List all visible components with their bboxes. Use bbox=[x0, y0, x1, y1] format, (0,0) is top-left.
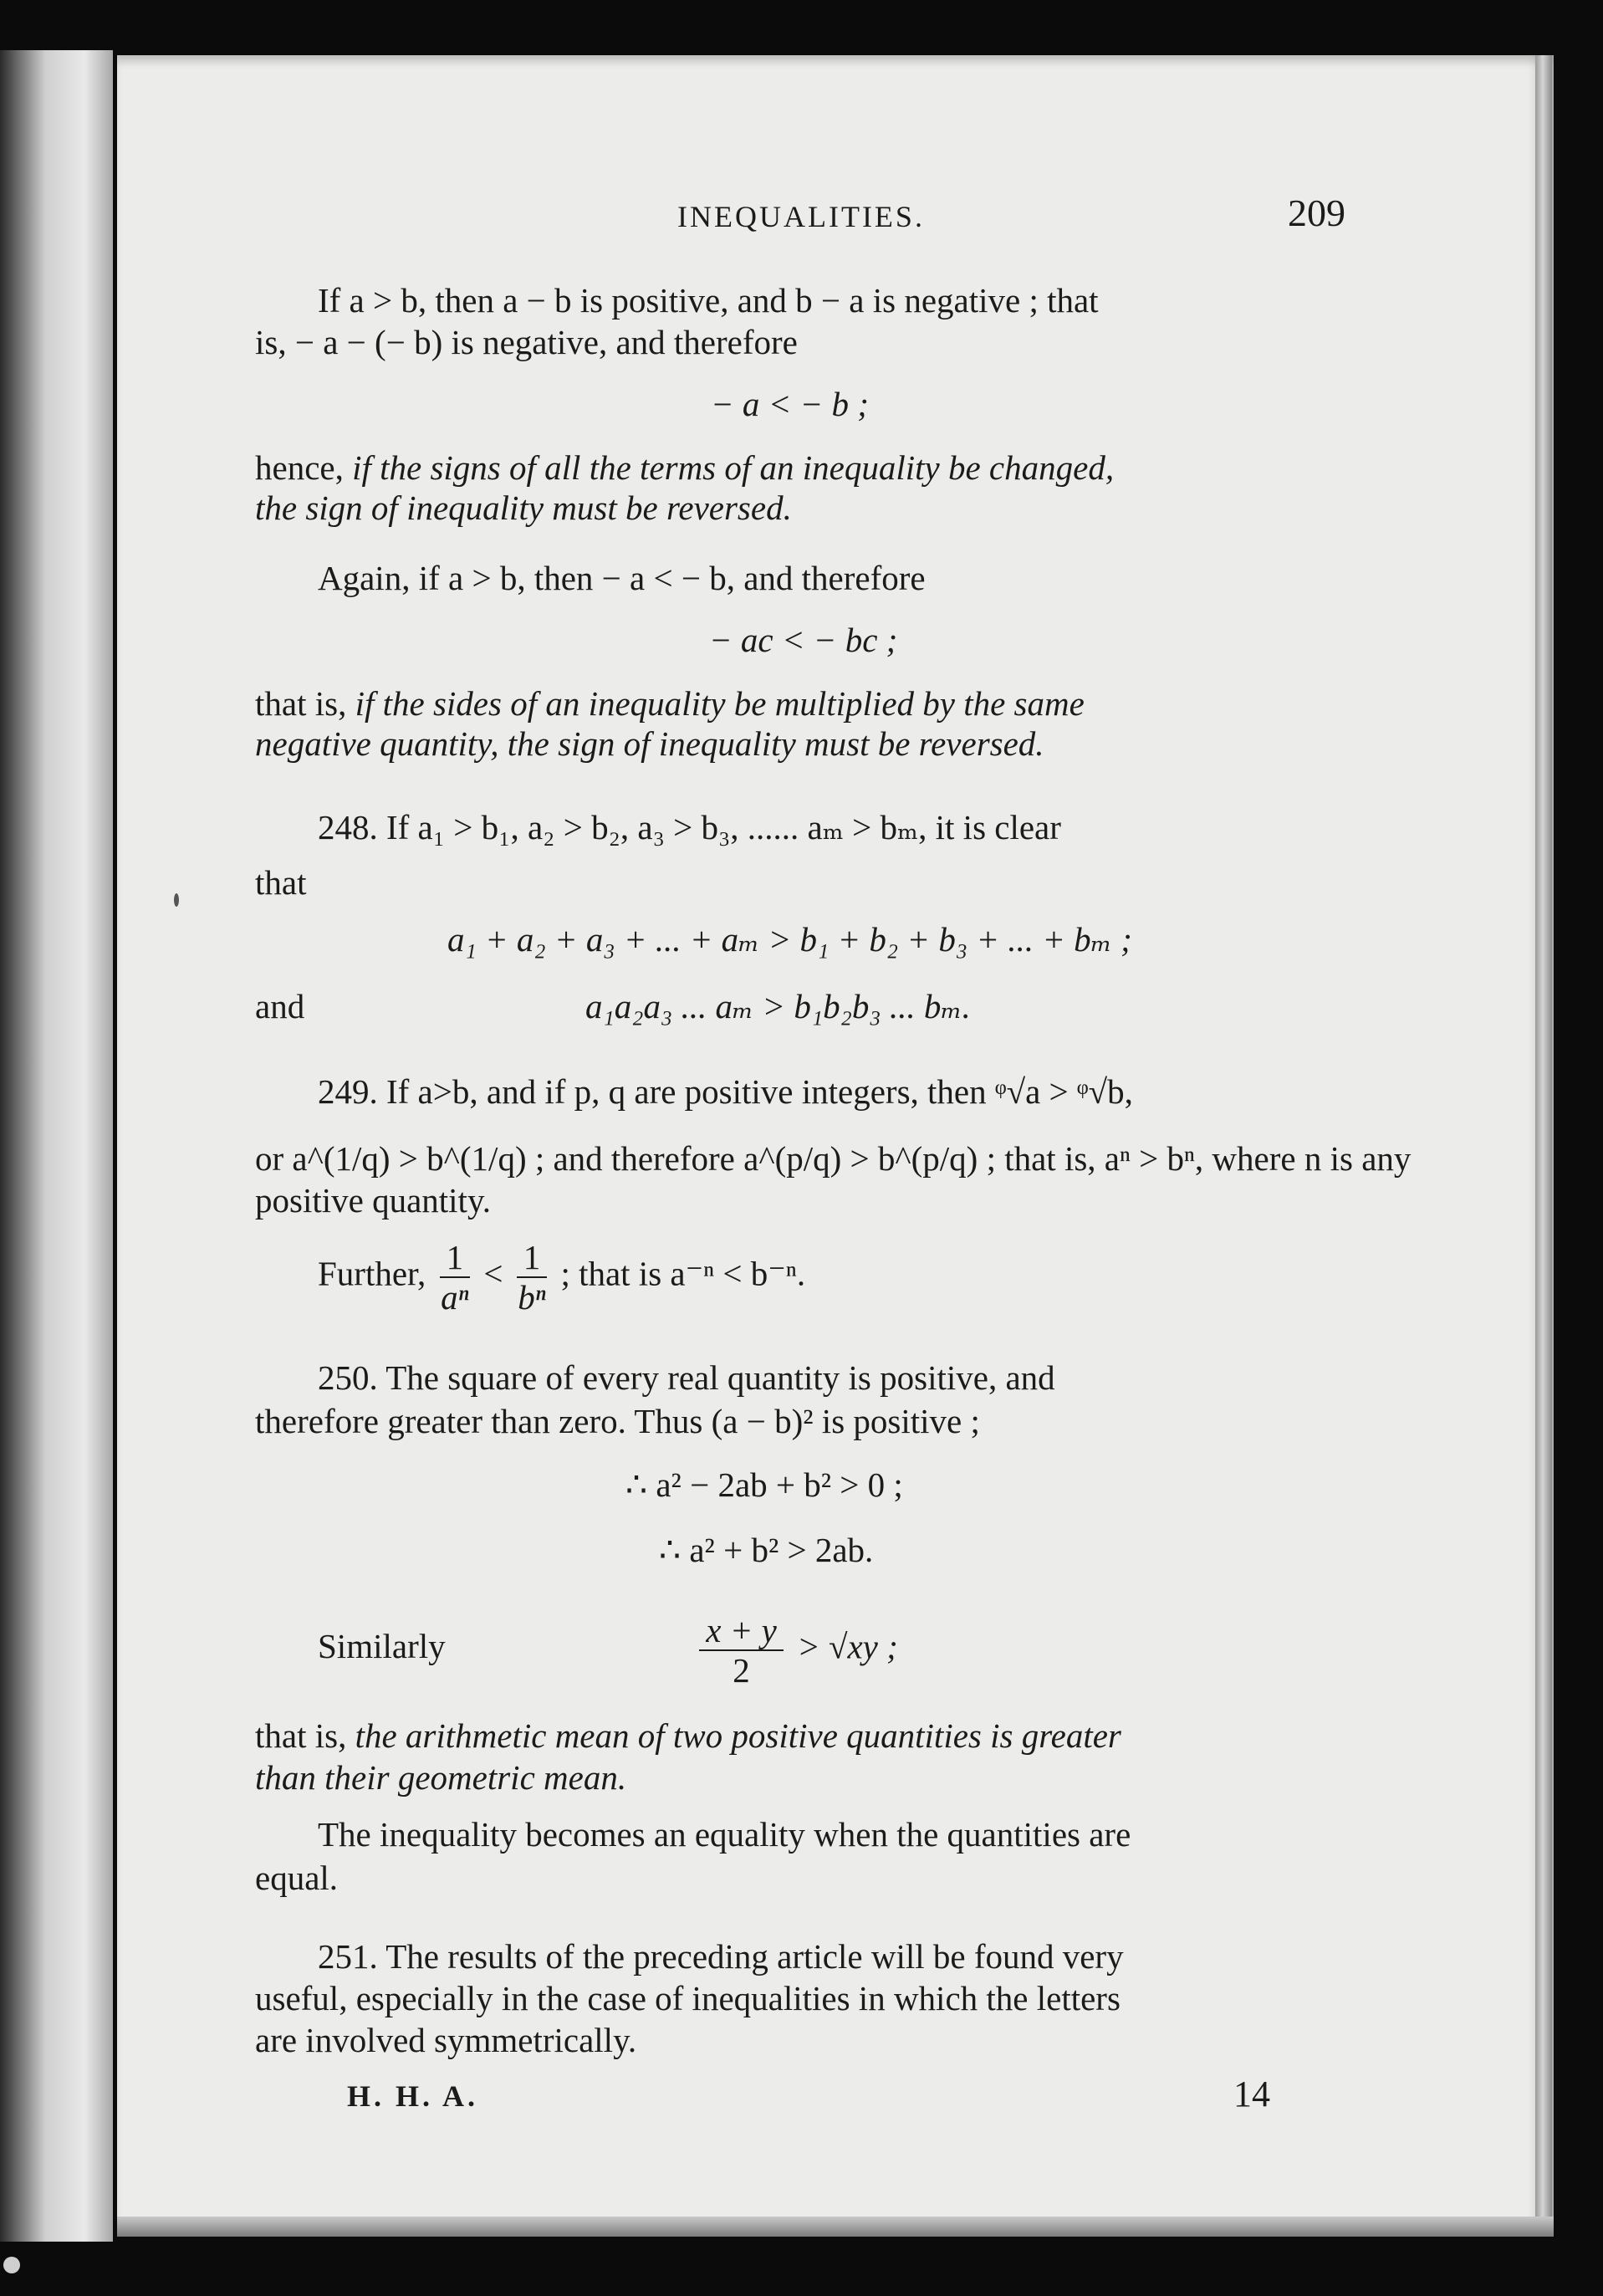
text-span: hence, bbox=[255, 448, 353, 487]
fraction bbox=[440, 1238, 471, 1317]
italic-text: negative quantity, the sign of inequality must be reversed. bbox=[255, 724, 1044, 763]
text-line bbox=[255, 1713, 1121, 1758]
fraction-denominator: aⁿ bbox=[441, 1278, 469, 1317]
similarly-label: Similarly bbox=[318, 1627, 446, 1666]
fraction-numerator: 1 bbox=[440, 1238, 471, 1278]
fraction bbox=[517, 1238, 548, 1317]
section-249-line: 249. If a>b, and if p, q are positive integers, then ᵠ√a > ᵠ√b, bbox=[318, 1072, 1133, 1111]
sheet-number: 14 bbox=[1233, 2074, 1270, 2114]
equation: ∴ a² + b² > 2ab. bbox=[659, 1531, 874, 1569]
italic-text: the sign of inequality must be reversed. bbox=[255, 488, 792, 527]
text-line bbox=[255, 1755, 626, 1800]
text-line: The inequality becomes an equality when the quantities are bbox=[318, 1815, 1131, 1854]
italic-text: if the signs of all the terms of an inequality be changed, bbox=[352, 448, 1115, 487]
text-span: ; that is a⁻ⁿ < b⁻ⁿ. bbox=[560, 1254, 806, 1293]
text-line: that bbox=[255, 863, 307, 902]
similarly-line bbox=[318, 1611, 898, 1690]
italic-text: the arithmetic mean of two positive quantities is greater bbox=[355, 1716, 1121, 1755]
text-line: equal. bbox=[255, 1859, 339, 1897]
ink-smudge bbox=[174, 893, 179, 907]
text-line bbox=[255, 485, 792, 530]
text-line: or a^(1/q) > b^(1/q) ; and therefore a^(p/q) > b^(p/q) ; that is, aⁿ > bⁿ, where n is any bbox=[255, 1139, 1412, 1178]
text-line: therefore greater than zero. Thus (a − b)² is positive ; bbox=[255, 1402, 980, 1440]
equation: a₁ + a₂ + a₃ + ... + aₘ > b₁ + b₂ + b₃ + ... + bₘ ; bbox=[447, 920, 1132, 959]
signature-mark: H. H. A. bbox=[347, 2079, 479, 2113]
text-line: useful, especially in the case of inequalities in which the letters bbox=[255, 1979, 1121, 2017]
text-line bbox=[255, 721, 1044, 766]
section-251-line: 251. The results of the preceding article will be found very bbox=[318, 1937, 1124, 1976]
text-line: and bbox=[255, 987, 305, 1025]
text-line bbox=[255, 445, 1114, 490]
text-line: If a > b, then a − b is positive, and b − a is negative ; that bbox=[318, 281, 1099, 320]
fraction-denominator: bⁿ bbox=[518, 1278, 546, 1317]
equation: a₁a₂a₃ ... aₘ > b₁b₂b₃ ... bₘ. bbox=[585, 987, 971, 1025]
italic-text: if the sides of an inequality be multiplied by the same bbox=[355, 684, 1085, 723]
fraction-numerator: x + y bbox=[699, 1611, 784, 1651]
fraction-denominator: 2 bbox=[733, 1651, 750, 1690]
right-page-edge bbox=[1535, 55, 1552, 2235]
fraction-numerator: 1 bbox=[517, 1238, 548, 1278]
text-span: > √xy ; bbox=[797, 1627, 898, 1666]
further-label: Further, bbox=[318, 1254, 426, 1293]
equation: − ac < − bc ; bbox=[709, 621, 898, 659]
further-line bbox=[318, 1238, 805, 1317]
ink-smudge bbox=[3, 2257, 20, 2273]
text-line: are involved symmetrically. bbox=[255, 2021, 637, 2059]
text-line: Again, if a > b, then − a < − b, and therefore bbox=[318, 559, 926, 597]
italic-text: than their geometric mean. bbox=[255, 1758, 627, 1797]
text-span: that is, bbox=[255, 1716, 355, 1755]
bottom-page-edge bbox=[117, 2217, 1554, 2237]
page-number: 209 bbox=[1288, 192, 1345, 234]
relation-symbol: < bbox=[483, 1254, 503, 1293]
equation: ∴ a² − 2ab + b² > 0 ; bbox=[625, 1465, 903, 1504]
running-head: INEQUALITIES. bbox=[677, 200, 925, 233]
text-span: that is, bbox=[255, 684, 355, 723]
section-248-line: 248. If a₁ > b₁, a₂ > b₂, a₃ > b₃, ...... aₘ > bₘ, it is clear bbox=[318, 808, 1061, 846]
text-line: positive quantity. bbox=[255, 1181, 492, 1220]
equation: − a < − b ; bbox=[711, 385, 869, 423]
left-page-edge bbox=[0, 50, 113, 2242]
text-line bbox=[255, 681, 1085, 726]
text-line: is, − a − (− b) is negative, and therefore bbox=[255, 323, 798, 361]
fraction bbox=[699, 1611, 784, 1690]
section-250-line: 250. The square of every real quantity is positive, and bbox=[318, 1358, 1055, 1397]
